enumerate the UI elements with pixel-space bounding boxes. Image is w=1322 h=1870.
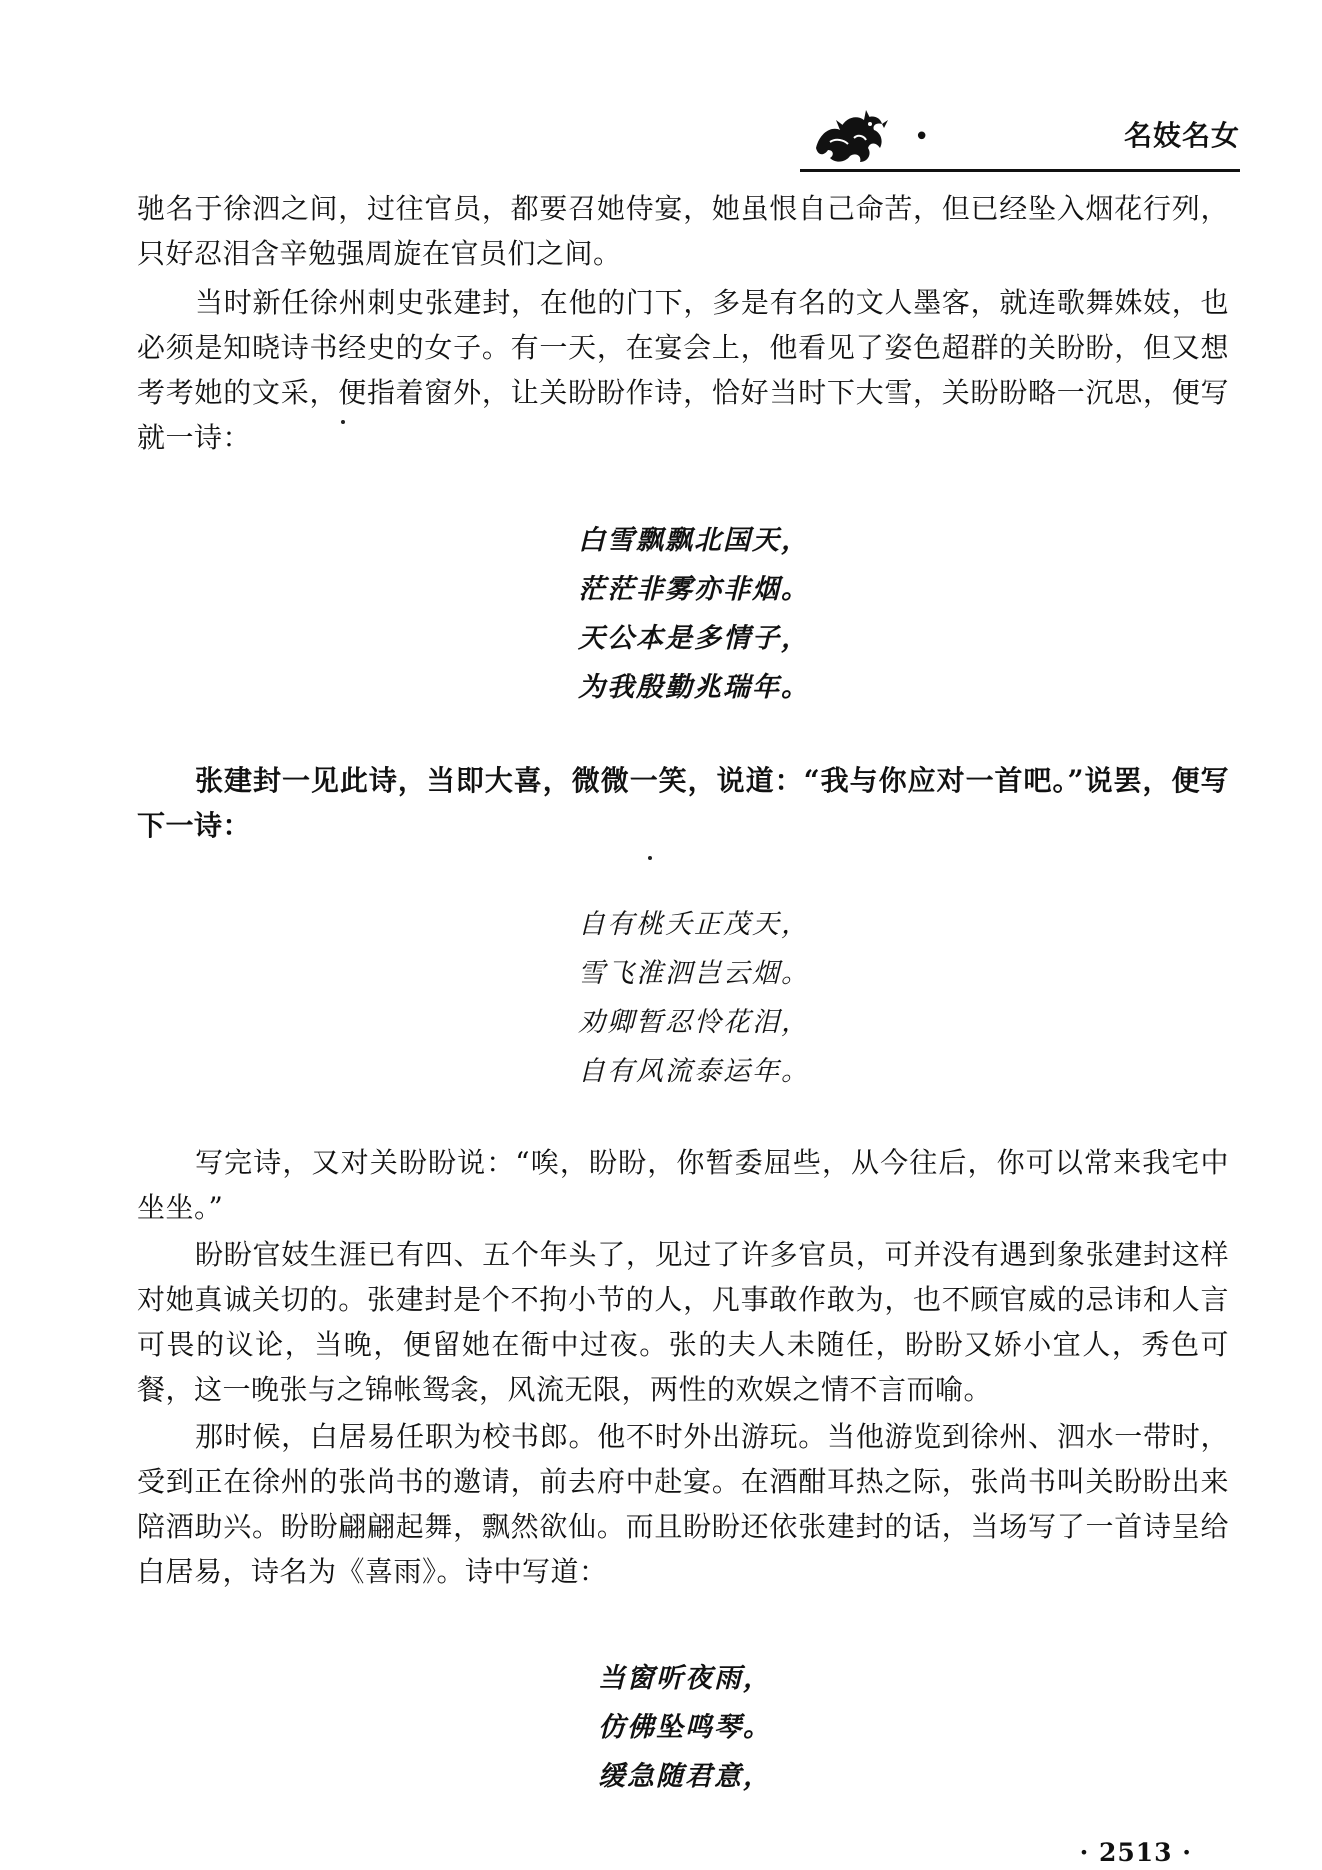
page-number: · 2513 · (1079, 1838, 1192, 1867)
poem-line: 白雪飘飘北国天， (578, 525, 810, 556)
paragraph-3 (137, 758, 1229, 848)
header-rule (800, 169, 1240, 172)
paragraph-text: 写完诗，又对关盼盼说：“唉，盼盼，你暂委屈些，从今往后，你可以常来我宅中坐坐。” (137, 1146, 1229, 1224)
poem-line: 缓急随君意， (598, 1761, 772, 1792)
paragraph-5 (137, 1232, 1229, 1412)
poem-line: 劝卿暂忍怜花泪， (578, 1007, 810, 1038)
poem-line: 自有风流泰运年。 (578, 1056, 810, 1087)
paragraph-text: 驰名于徐泗之间，过往官员，都要召她侍宴，她虽恨自己命苦，但已经坠入烟花行列，只好忍泪含辛勉强周旋在官员们之间。 (137, 192, 1229, 270)
poem-1 (578, 516, 810, 712)
poem-line: 茫茫非雾亦非烟。 (578, 574, 810, 605)
poem-line: 当窗听夜雨， (598, 1663, 772, 1694)
poem-line: 仿佛坠鸣琴。 (598, 1712, 772, 1743)
poem-line: 天公本是多情子， (578, 623, 810, 654)
running-header (800, 108, 1240, 168)
paragraph-text: 那时候，白居易任职为校书郎。他不时外出游玩。当他游览到徐州、泗水一带时，受到正在徐州的张尚书的邀请，前去府中赴宴。在酒酣耳热之际，张尚书叫关盼盼出来陪酒助兴。盼盼翩翩起舞，飘然欲仙。而且盼盼还依张建封的话，当场写了一首诗呈给白居易，诗名为《喜雨》。诗中写道： (137, 1420, 1229, 1588)
running-title: 名妓名女 (1123, 119, 1240, 152)
poem-2 (578, 900, 810, 1096)
paragraph-text: 盼盼官妓生涯已有四、五个年头了，见过了许多官员，可并没有遇到象张建封这样对她真诚关切的。张建封是个不拘小节的人，凡事敢作敢为，也不顾官威的忌讳和人言可畏的议论，当晚，便留她在衙中过夜。张的夫人未随任，盼盼又娇小宜人，秀色可餐，这一晚张与之锦帐鸳衾，风流无限，两性的欢娱之情不言而喻。 (137, 1238, 1229, 1406)
poem-line: 自有桃夭正茂天， (578, 909, 810, 940)
poem-line: 雪飞淮泗岂云烟。 (578, 958, 810, 989)
poem-line: 为我殷勤兆瑞年。 (578, 672, 810, 703)
paragraph-text: 当时新任徐州刺史张建封，在他的门下，多是有名的文人墨客，就连歌舞姝妓，也必须是知晓诗书经史的女子。有一天，在宴会上，他看见了姿色超群的关盼盼，但又想考考她的文采，便指着窗外，让关盼盼作诗，恰好当时下大雪，关盼盼略一沉思，便写就一诗： (137, 286, 1229, 454)
scan-speck (341, 420, 345, 424)
paragraph-4 (137, 1140, 1229, 1230)
dragon-emblem-icon (810, 108, 888, 168)
paragraph-1 (137, 186, 1229, 276)
paragraph-text: 张建封一见此诗，当即大喜，微微一笑，说道：“我与你应对一首吧。”说罢，便写下一诗： (137, 764, 1229, 842)
scan-speck (648, 856, 652, 860)
paragraph-6 (137, 1414, 1229, 1594)
poem-3 (598, 1654, 772, 1801)
paragraph-2 (137, 280, 1229, 460)
header-separator: • (914, 122, 930, 152)
